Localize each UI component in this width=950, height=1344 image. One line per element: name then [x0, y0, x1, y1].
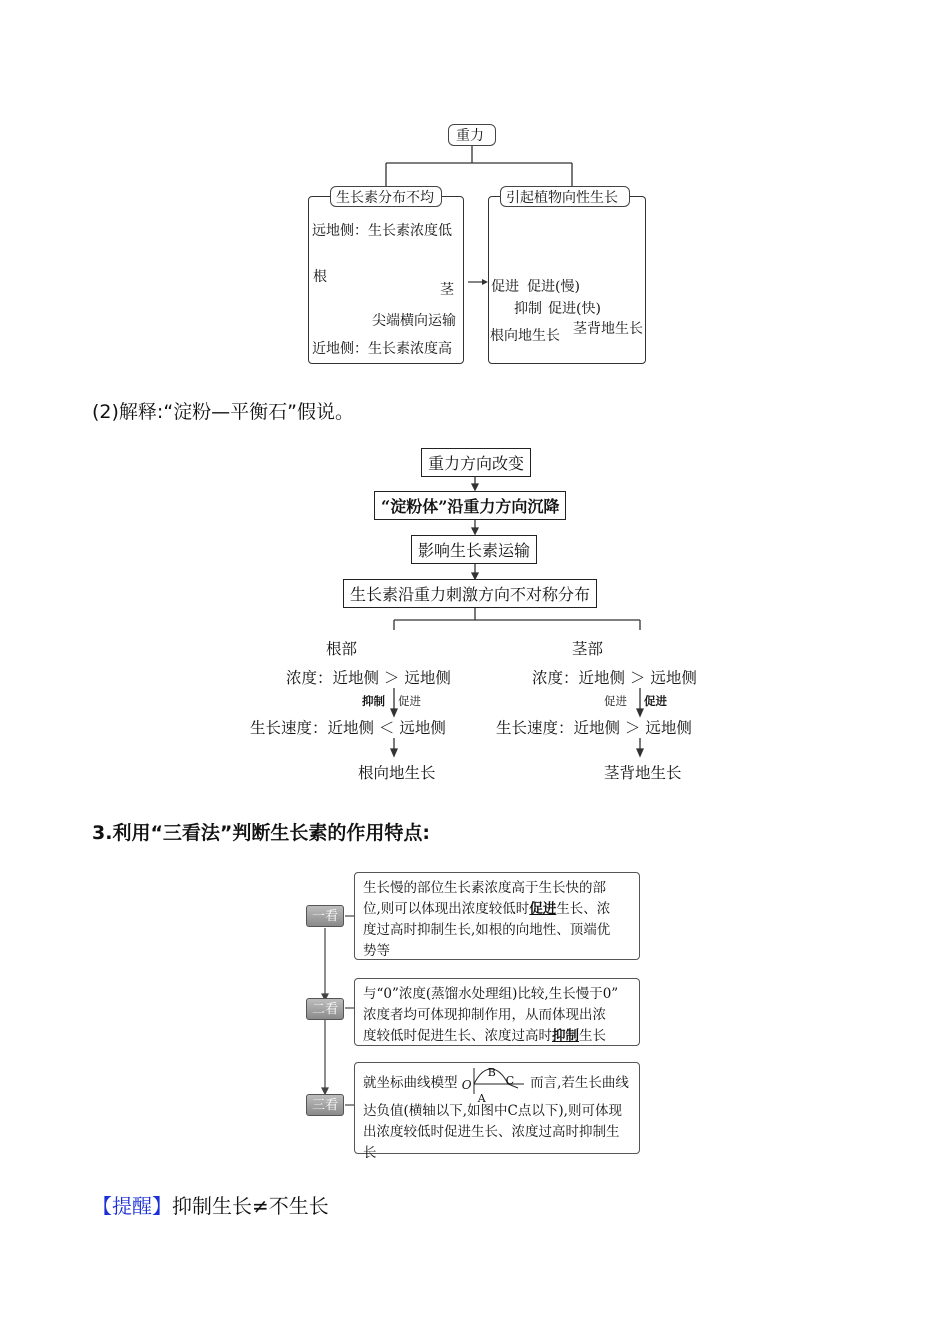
- look-tag-3: 三看: [306, 1094, 344, 1116]
- flow-step-2: “淀粉体”沿重力方向沉降: [374, 491, 566, 520]
- root-result: 根向地生长: [358, 764, 436, 782]
- reminder-label: 【提醒】: [92, 1194, 172, 1218]
- stem-speed: 生长速度：近地侧 ＞ 远地侧: [496, 719, 692, 737]
- gravity-label: 重力: [456, 128, 484, 144]
- look-box-1-line-2b: 生长、浓: [556, 901, 611, 917]
- stem-arrow-left: 促进: [604, 694, 627, 708]
- section-2-text: (2)解释:“淀粉—平衡石”假说。: [92, 401, 355, 423]
- stem-concentration: 浓度：近地侧 ＞ 远地侧: [532, 669, 697, 687]
- stem-label: 茎: [440, 282, 454, 298]
- root-concentration: 浓度：近地侧 ＞ 远地侧: [286, 669, 451, 687]
- promote-fast-label: 促进(快): [548, 301, 601, 317]
- look-box-1-line-3: 度过高时抑制生长,如根的向地性、顶端优: [363, 922, 611, 938]
- look-box-1-line-2a: 位,则可以体现出浓度较低时: [363, 901, 530, 917]
- promote-slow-label: 促进(慢): [527, 279, 580, 295]
- tropism-title: 引起植物向性生长: [506, 190, 618, 206]
- auxin-uneven-title: 生长素分布不均: [336, 190, 434, 206]
- look-box-3: [354, 1062, 640, 1161]
- look-box-1: [354, 872, 640, 960]
- root-arrow-right: 促进: [398, 694, 421, 708]
- curve-label-a: A: [477, 1091, 486, 1105]
- look-box-2-line-3: [363, 1026, 631, 1047]
- section-3-title: 3.利用“三看法”判断生长素的作用特点:: [92, 822, 431, 844]
- reminder-text: 抑制生长≠不生长: [172, 1194, 329, 1218]
- look-box-3-line-2: 达负值(横轴以下,如图中C点以下),则可体现: [363, 1103, 622, 1119]
- look-box-2-bold: 抑制: [552, 1028, 579, 1044]
- root-part-title: 根部: [326, 640, 358, 658]
- curve-label-c: C: [505, 1073, 515, 1087]
- look-box-1-bold: 促进: [529, 901, 557, 917]
- look-tag-1: 一看: [306, 905, 344, 927]
- far-side-text: 远地侧：生长素浓度低: [312, 223, 452, 239]
- look-box-3-line-1: [363, 1065, 631, 1105]
- tip-transport-text: 尖端横向运输: [372, 313, 456, 329]
- root-arrow-left: 抑制: [362, 694, 385, 708]
- reminder: [92, 1190, 329, 1219]
- look-box-1-line-4: 势等: [363, 943, 390, 959]
- flow-step-3: 影响生长素运输: [411, 535, 537, 564]
- inhibit-label: 抑制: [514, 301, 542, 317]
- root-speed: 生长速度：近地侧 ＜ 远地侧: [250, 719, 446, 737]
- look-box-1-line-1: 生长慢的部位生长素浓度高于生长快的部: [363, 880, 606, 896]
- root-geotropism-label: 根向地生长: [490, 328, 560, 344]
- look-box-3-line-1b: 而言,若生长曲线: [530, 1075, 629, 1091]
- stem-result: 茎背地生长: [604, 764, 682, 782]
- curve-label-o: O: [461, 1077, 472, 1092]
- look-box-2: [354, 978, 640, 1046]
- flow-step-1: 重力方向改变: [421, 448, 531, 477]
- look-box-2-line-3b: 生长: [579, 1028, 606, 1044]
- look-tag-2: 二看: [306, 998, 344, 1020]
- stem-arrow-right: 促进: [644, 694, 667, 708]
- look-box-3-line-3: 出浓度较低时促进生长、浓度过高时抑制生长: [363, 1124, 620, 1161]
- near-side-text: 近地侧：生长素浓度高: [312, 341, 452, 357]
- stem-geotropism-label: 茎背地生长: [573, 321, 643, 337]
- promote-label: 促进: [491, 279, 519, 295]
- look-box-3-line-1a: 就坐标曲线模型: [363, 1075, 458, 1091]
- stem-part-title: 茎部: [572, 640, 604, 658]
- look-box-2-line-1: 与“0”浓度(蒸馏水处理组)比较,生长慢于0”: [363, 986, 619, 1002]
- curve-label-b: B: [487, 1065, 496, 1079]
- look-box-1-line-2: [363, 899, 631, 920]
- look-box-2-line-2: 浓度者均可体现抑制作用，从而体现出浓: [363, 1007, 606, 1023]
- root-label: 根: [313, 269, 327, 285]
- look-box-2-line-3a: 度较低时促进生长、浓度过高时: [363, 1028, 552, 1044]
- curve-model: [461, 1065, 526, 1105]
- flow-step-4: 生长素沿重力刺激方向不对称分布: [343, 579, 597, 608]
